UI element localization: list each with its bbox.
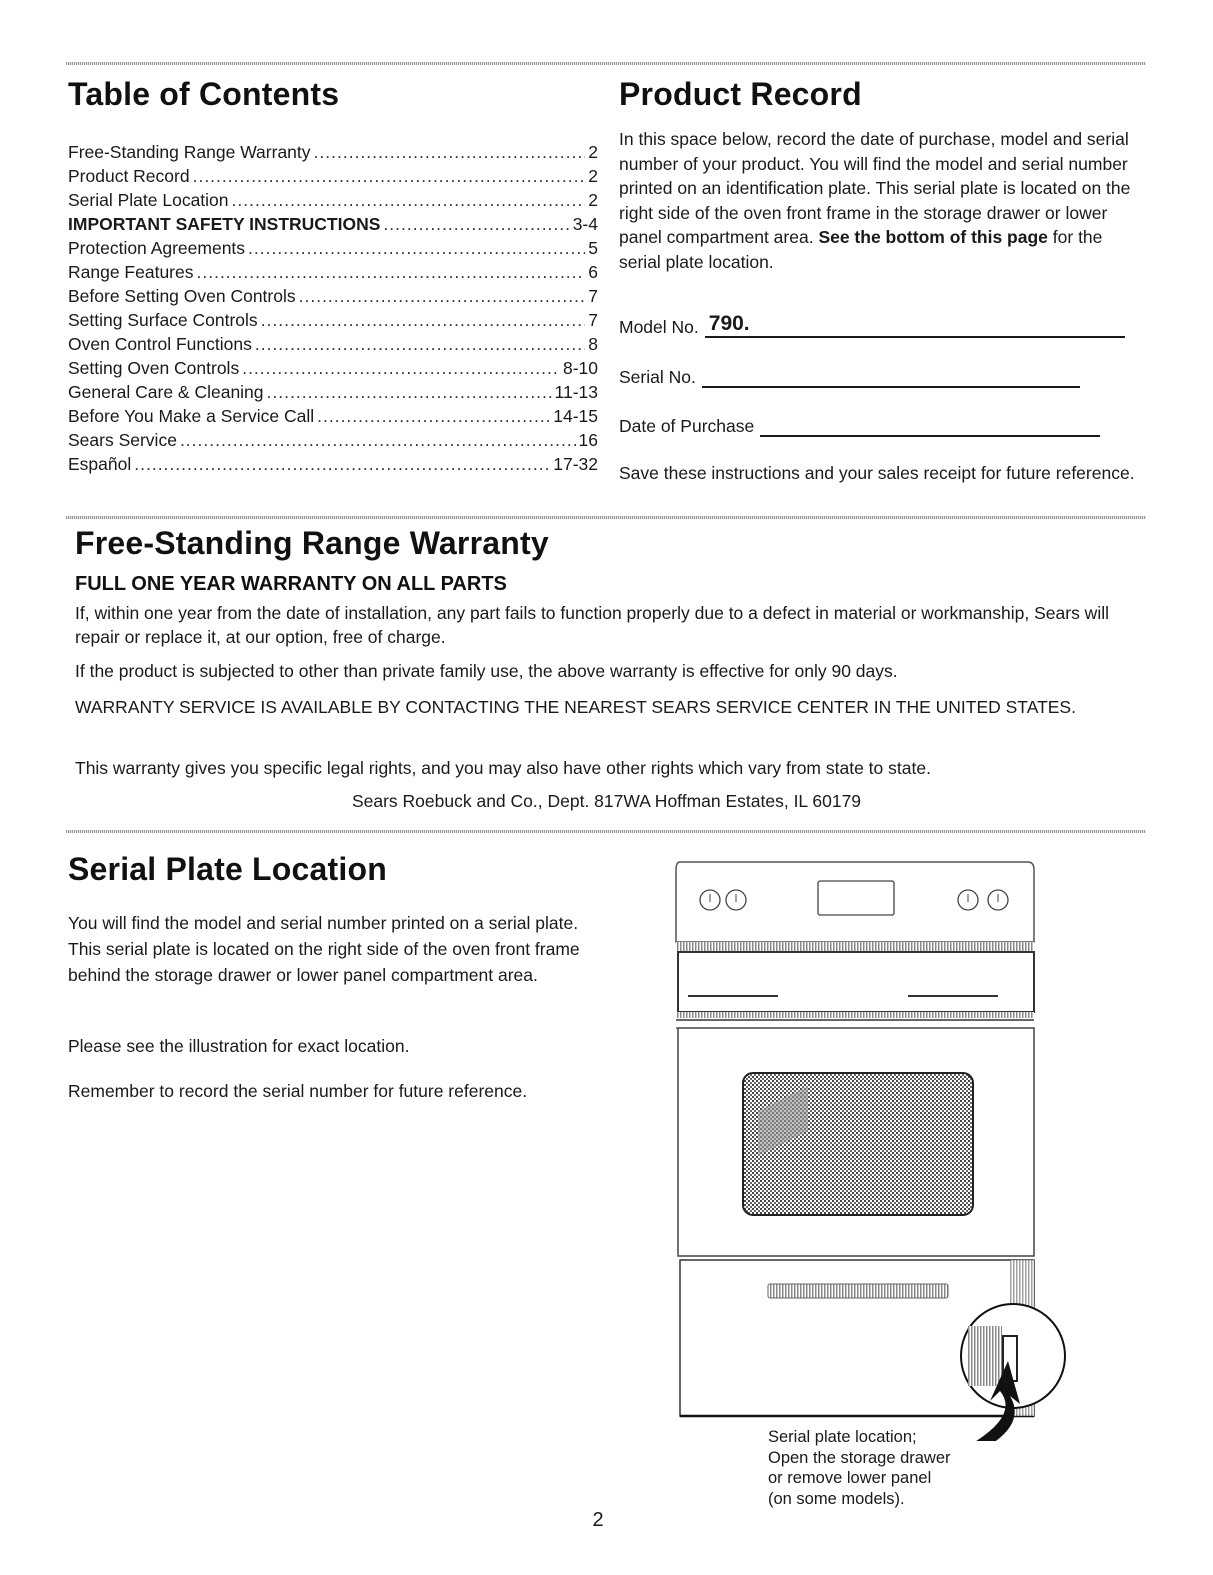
warranty-paragraph: This warranty gives you specific legal rights, and you may also have other rights which vary from state to state. [75,758,931,778]
control-knob-icon [700,890,720,910]
section-divider [66,516,1146,519]
save-instructions-note: Save these instructions and your sales receipt for future reference. [619,463,1135,483]
toc-entry[interactable]: Protection Agreements ..... 5 [68,236,598,260]
warranty-paragraph: WARRANTY SERVICE IS AVAILABLE BY CONTACTING THE NEAREST SEARS SERVICE CENTER IN THE UNITED STATES. [75,697,1076,717]
drawer-handle [768,1284,948,1298]
date-of-purchase-field: Date of Purchase [619,413,1100,437]
toc-entry[interactable]: Range Features ..... 6 [68,260,598,284]
toc-entry[interactable]: Before Setting Oven Controls ..... 7 [68,284,598,308]
clock-display [818,881,894,915]
warranty-title: Free-Standing Range Warranty [75,525,549,561]
serial-plate-paragraph: Please see the illustration for exact location. [68,1036,410,1056]
toc-entry[interactable]: Español ..... 17-32 [68,452,598,476]
page-number: 2 [592,1509,604,1531]
toc-entry[interactable]: Before You Make a Service Call ..... 14-15 [68,404,598,428]
serial-number-input[interactable] [702,364,1080,388]
product-record-intro: In this space below, record the date of purchase, model and serial number of your product. You will find the model and serial number printed on an identification plate. This serial plate is located on the right side of the oven front frame in the storage drawer or lower panel compartment area. See the bottom of this page for the serial plate location. [619,129,1131,272]
top-divider [66,62,1146,65]
toc-title: Table of Contents [68,76,340,112]
serial-plate-caption: Serial plate location; Open the storage drawer or remove lower panel (on some models). [768,1428,951,1508]
control-knob-icon [958,890,978,910]
toc-entry[interactable]: Setting Oven Controls ..... 8-10 [68,356,598,380]
serial-plate-title: Serial Plate Location [68,851,387,887]
warranty-paragraph: If, within one year from the date of installation, any part fails to function properly due to a defect in material or workmanship, Sears will repair or replace it, at our option, free of charge. [75,603,1109,647]
control-knob-icon [726,890,746,910]
range-illustration [668,856,1078,1441]
warranty-subtitle: FULL ONE YEAR WARRANTY ON ALL PARTS [75,573,507,595]
toc-entry[interactable]: IMPORTANT SAFETY INSTRUCTIONS ..... 3-4 [68,212,598,236]
toc-entry[interactable]: Sears Service ..... 16 [68,428,598,452]
serial-plate-paragraph: Remember to record the serial number for future reference. [68,1081,528,1101]
section-divider [66,830,1146,833]
product-record-title: Product Record [619,76,862,112]
toc-entry[interactable]: Product Record ..... 2 [68,164,598,188]
warranty-paragraph: If the product is subjected to other than private family use, the above warranty is effective for only 90 days. [75,661,898,681]
toc-entry[interactable]: Oven Control Functions ..... 8 [68,332,598,356]
toc-entry[interactable]: Free-Standing Range Warranty ..... 2 [68,140,598,164]
date-of-purchase-input[interactable] [760,413,1100,437]
toc-entry[interactable]: General Care & Cleaning ..... 11-13 [68,380,598,404]
model-number-field: Model No. 790. [619,314,1125,338]
table-of-contents [68,140,598,476]
warranty-address: Sears Roebuck and Co., Dept. 817WA Hoffman Estates, IL 60179 [351,791,862,811]
serial-number-field: Serial No. [619,364,1080,388]
control-knob-icon [988,890,1008,910]
serial-plate-paragraph: You will find the model and serial number printed on a serial plate. This serial plate is located on the right side of the oven front frame behind the storage drawer or lower panel compartment area. [68,913,580,985]
toc-entry[interactable]: Serial Plate Location ..... 2 [68,188,598,212]
toc-entry[interactable]: Setting Surface Controls ..... 7 [68,308,598,332]
model-number-input[interactable]: 790. [705,314,1125,338]
